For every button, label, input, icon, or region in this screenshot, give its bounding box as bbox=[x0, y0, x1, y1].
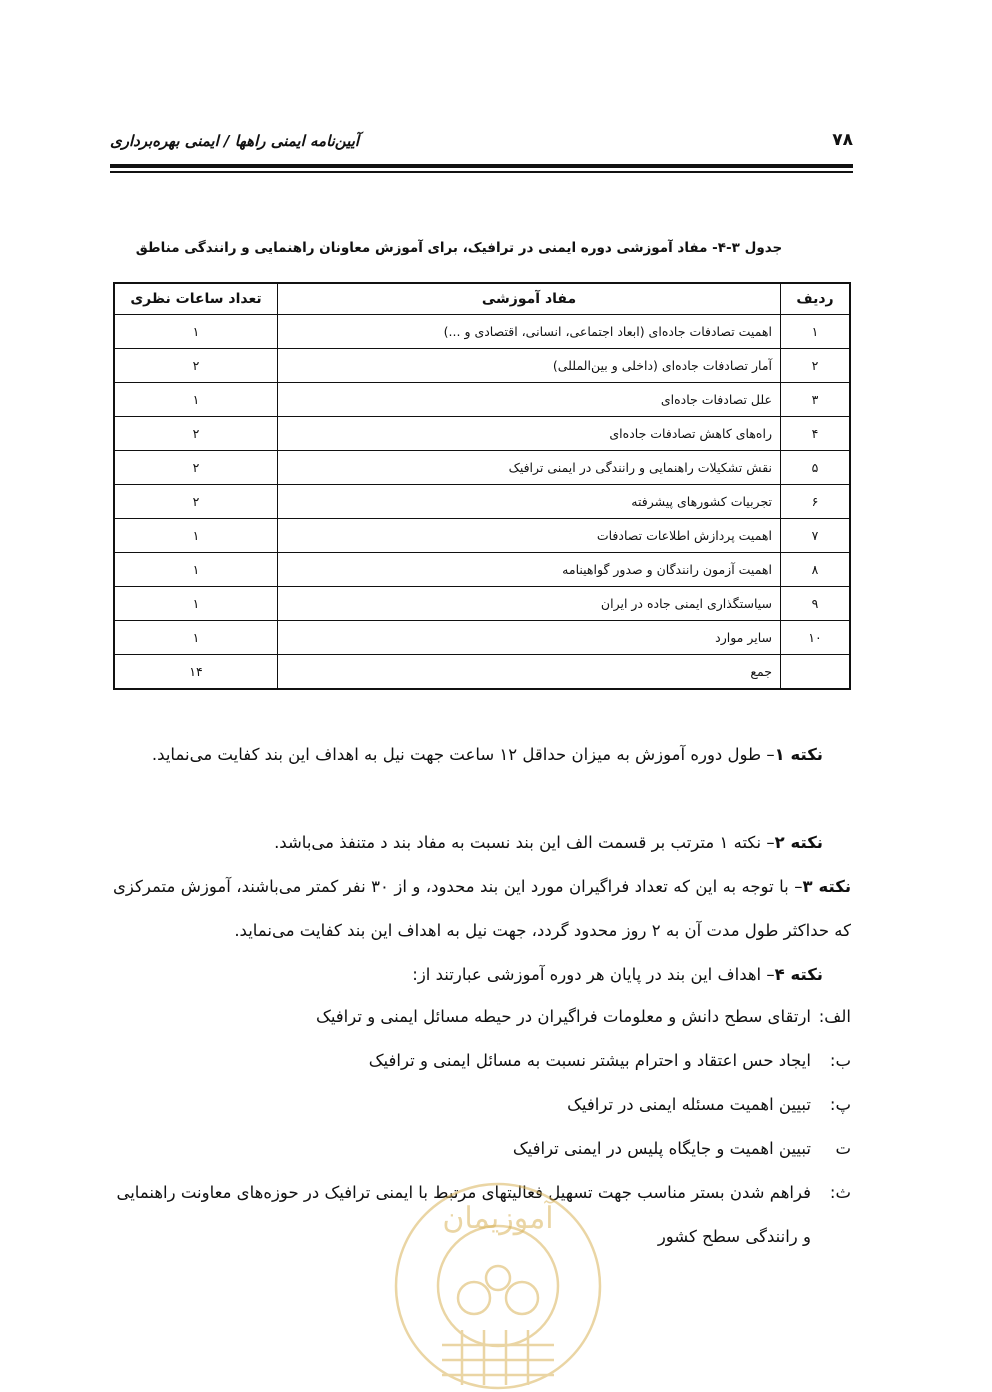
page-header bbox=[110, 128, 853, 158]
goal-letter: ث: bbox=[829, 1183, 851, 1202]
goal-text: ارتقای سطح دانش و معلومات فراگیران در حیطه مسائل ایمنی و ترافیک bbox=[316, 1007, 811, 1026]
table-header-row bbox=[114, 283, 850, 315]
cell-hours: ۱ bbox=[114, 383, 278, 417]
cell-hours: ۱ bbox=[114, 553, 278, 587]
note-1-label: نکته ۱ bbox=[774, 745, 823, 764]
goal-item bbox=[113, 995, 851, 1039]
note-4-text: – اهداف این بند در پایان هر دوره آموزشی عبارتند از: bbox=[412, 965, 775, 984]
goal-letter: پ: bbox=[829, 1095, 851, 1114]
cell-topic: اهمیت آزمون رانندگان و صدور گواهینامه bbox=[278, 553, 781, 587]
goal-text: تبیین اهمیت و جایگاه پلیس در ایمنی ترافیک bbox=[512, 1139, 811, 1158]
table-row bbox=[114, 655, 850, 690]
note-1 bbox=[113, 733, 851, 777]
note-2 bbox=[113, 821, 851, 865]
cell-row-number: ۷ bbox=[781, 519, 851, 553]
cell-topic: اهمیت تصادفات جاده‌ای (ابعاد اجتماعی، انسانی، اقتصادی و ...) bbox=[278, 315, 781, 349]
note-3-text: – با توجه به این که تعداد فراگیران مورد این بند محدود، و از ۳۰ نفر کمتر می‌باشند، آموزش متمرکزی که حداکثر طول مدت آن به ۲ روز محدود گردد، جهت نیل به اهداف این بند کفایت می‌نماید. bbox=[113, 877, 851, 940]
table-row bbox=[114, 383, 850, 417]
cell-topic: سایر موارد bbox=[278, 621, 781, 655]
page-number: ۷۸ bbox=[832, 130, 853, 150]
cell-row-number: ۱ bbox=[781, 315, 851, 349]
cell-hours: ۱۴ bbox=[114, 655, 278, 690]
goal-item bbox=[113, 1039, 851, 1083]
cell-hours: ۱ bbox=[114, 315, 278, 349]
table-caption: جدول ۳-۴- مفاد آموزشی دوره ایمنی در ترافیک، برای آموزش معاونان راهنمایی و رانندگی مناطق bbox=[135, 240, 783, 256]
note-4 bbox=[113, 953, 851, 997]
note-4-label: نکته ۴ bbox=[774, 965, 823, 984]
cell-topic: جمع bbox=[278, 655, 781, 690]
cell-row-number: ۲ bbox=[781, 349, 851, 383]
cell-topic: سیاستگذاری ایمنی جاده در ایران bbox=[278, 587, 781, 621]
goal-letter: الف: bbox=[818, 1007, 851, 1026]
table-row bbox=[114, 315, 850, 349]
cell-row-number: ۹ bbox=[781, 587, 851, 621]
cell-row-number: ۱۰ bbox=[781, 621, 851, 655]
col-header-topic: مفاد آموزشی bbox=[278, 283, 781, 315]
goal-letter: ت bbox=[835, 1139, 851, 1158]
goal-text: ایجاد حس اعتقاد و احترام بیشتر نسبت به مسائل ایمنی و ترافیک bbox=[368, 1051, 811, 1070]
training-table bbox=[113, 282, 851, 690]
table-row bbox=[114, 417, 850, 451]
note-3-label: نکته ۳ bbox=[802, 877, 852, 896]
cell-hours: ۲ bbox=[114, 485, 278, 519]
header-rule-thin bbox=[110, 171, 853, 173]
cell-topic: نقش تشکیلات راهنمایی و رانندگی در ایمنی ترافیک bbox=[278, 451, 781, 485]
table-row bbox=[114, 621, 850, 655]
note-2-label: نکته ۲ bbox=[774, 833, 823, 852]
cell-row-number: ۵ bbox=[781, 451, 851, 485]
cell-hours: ۲ bbox=[114, 417, 278, 451]
watermark-stamp bbox=[392, 1180, 604, 1392]
cell-topic: اهمیت پردازش اطلاعات تصادفات bbox=[278, 519, 781, 553]
goal-text: فراهم شدن بستر مناسب جهت تسهیل فعالیتهای مرتبط با ایمنی ترافیک در حوزه‌های معاونت راهنمایی و رانندگی سطح کشور bbox=[116, 1183, 811, 1246]
goal-item bbox=[113, 1083, 851, 1127]
table-body bbox=[114, 315, 850, 690]
running-title: آیین‌نامه ایمنی راهها / ایمنی بهره‌برداری bbox=[110, 132, 360, 150]
note-2-text: – نکته ۱ مترتب بر قسمت الف این بند نسبت به مفاد بند د متنفذ می‌باشد. bbox=[274, 833, 775, 852]
goal-text: تبیین اهمیت مسئله ایمنی در ترافیک bbox=[567, 1095, 811, 1114]
cell-topic: آمار تصادفات جاده‌ای (داخلی و بین‌المللی) bbox=[278, 349, 781, 383]
cell-topic: تجربیات کشورهای پیشرفته bbox=[278, 485, 781, 519]
cell-hours: ۱ bbox=[114, 587, 278, 621]
header-rule-thick bbox=[110, 164, 853, 168]
col-header-hours: تعداد ساعات نظری bbox=[114, 283, 278, 315]
table-row bbox=[114, 587, 850, 621]
cell-topic: علل تصادفات جاده‌ای bbox=[278, 383, 781, 417]
cell-hours: ۱ bbox=[114, 621, 278, 655]
cell-hours: ۲ bbox=[114, 349, 278, 383]
table-row bbox=[114, 451, 850, 485]
cell-row-number: ۴ bbox=[781, 417, 851, 451]
cell-row-number: ۳ bbox=[781, 383, 851, 417]
table-row bbox=[114, 485, 850, 519]
cell-hours: ۱ bbox=[114, 519, 278, 553]
cell-topic: راه‌های کاهش تصادفات جاده‌ای bbox=[278, 417, 781, 451]
table-row bbox=[114, 553, 850, 587]
note-1-text: – طول دوره آموزش به میزان حداقل ۱۲ ساعت جهت نیل به اهداف این بند کفایت می‌نماید. bbox=[151, 745, 775, 764]
goal-letter: ب: bbox=[829, 1051, 851, 1070]
cell-row-number: ۸ bbox=[781, 553, 851, 587]
cell-row-number bbox=[781, 655, 851, 690]
cell-row-number: ۶ bbox=[781, 485, 851, 519]
note-3 bbox=[113, 865, 851, 953]
col-header-row-number: ردیف bbox=[781, 283, 851, 315]
table-row bbox=[114, 519, 850, 553]
table-row bbox=[114, 349, 850, 383]
goal-item bbox=[113, 1127, 851, 1171]
svg-text:آموزیمان: آموزیمان bbox=[442, 1201, 554, 1236]
cell-hours: ۲ bbox=[114, 451, 278, 485]
